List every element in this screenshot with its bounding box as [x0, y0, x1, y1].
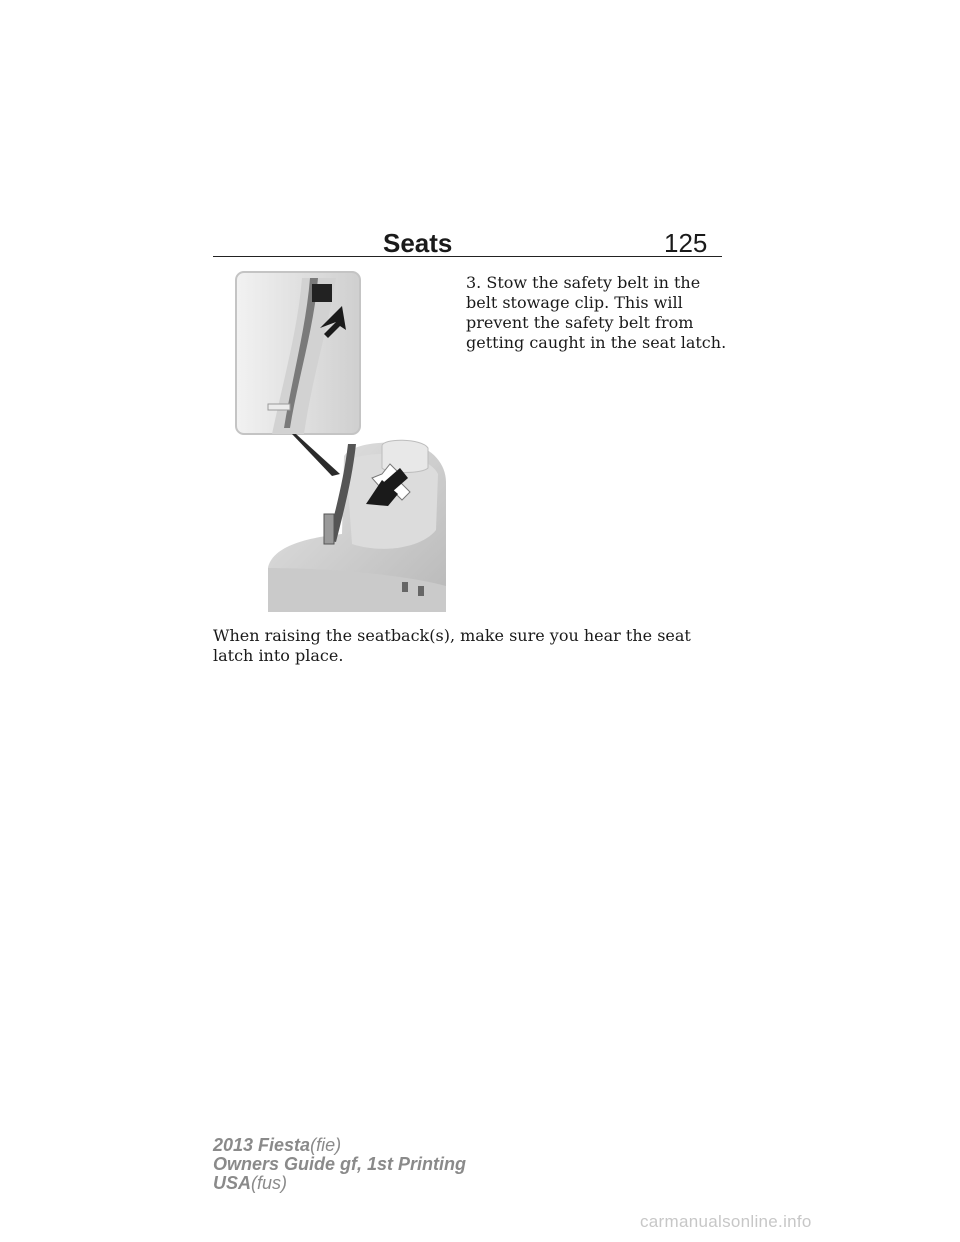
footer-model: 2013 Fiesta	[213, 1135, 311, 1155]
step-3-instruction: 3. Stow the safety belt in the belt stowage clip. This will prevent the safety belt from getting caught in the seat latch.	[466, 273, 727, 352]
footer-market-code: (fus)	[251, 1173, 288, 1193]
footer-print-info	[213, 1136, 466, 1193]
footer-model-line	[213, 1136, 466, 1155]
page-number: 125	[664, 228, 708, 258]
footer-printing: Owners Guide gf, 1st Printing	[213, 1154, 467, 1174]
watermark: carmanualsonline.info	[640, 1212, 812, 1231]
header-rule	[213, 256, 722, 257]
seatback-raising-note: When raising the seatback(s), make sure you hear the seat latch into place.	[213, 626, 691, 665]
seatbelt-stowage-illustration-icon	[232, 268, 452, 612]
footer-printing-line	[213, 1155, 466, 1174]
section-title: Seats	[383, 228, 453, 258]
footer-market: USA	[213, 1173, 252, 1193]
footer-model-code: (fie)	[310, 1135, 342, 1155]
footer-market-line	[213, 1174, 466, 1193]
